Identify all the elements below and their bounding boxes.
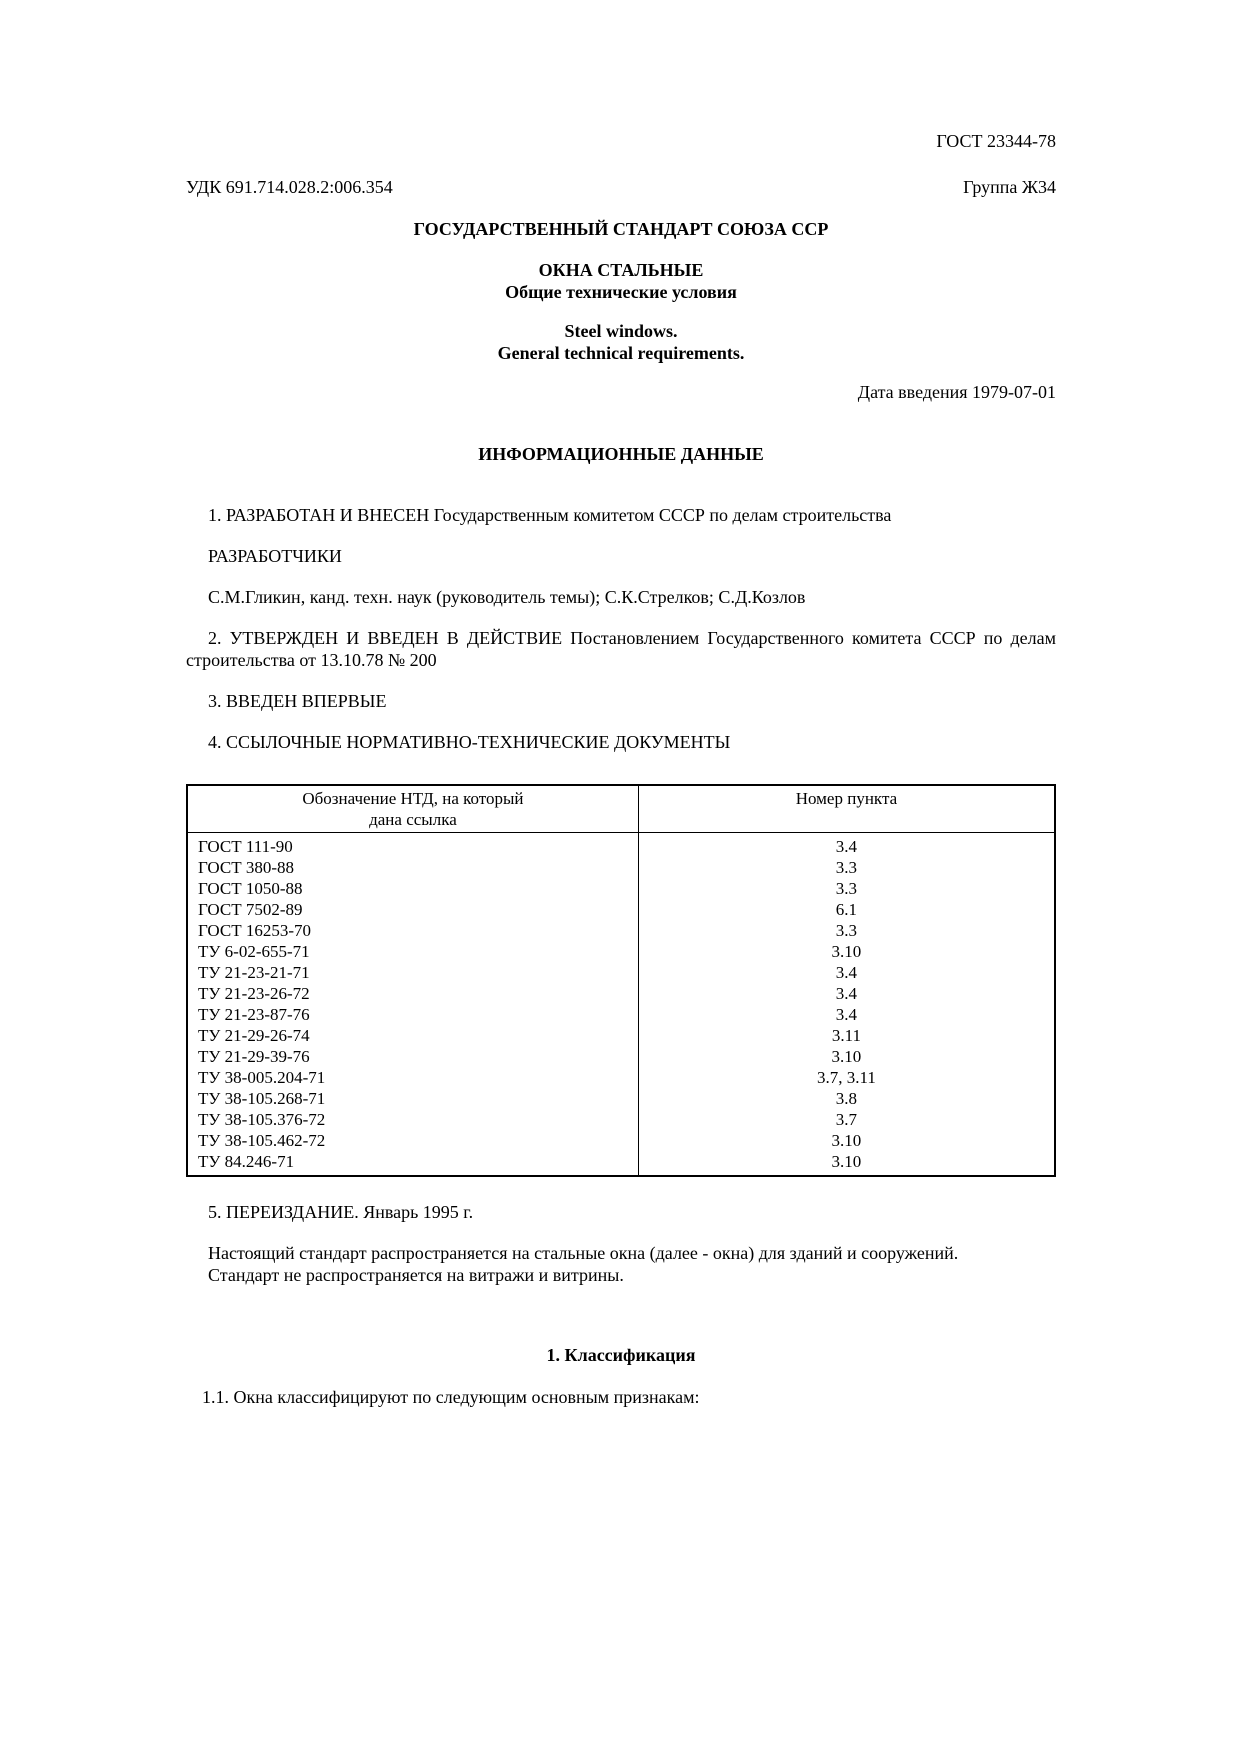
section-1-heading: 1. Классификация [546, 1345, 696, 1365]
punkt-number-cell: 3.4 [835, 984, 858, 1003]
ntd-designation-cell: ТУ 6-02-655-71 [187, 941, 638, 962]
table-row [187, 1130, 1055, 1151]
ntd-designation-cell: ТУ 21-23-87-76 [187, 1004, 638, 1025]
info-data-heading: ИНФОРМАЦИОННЫЕ ДАННЫЕ [478, 444, 764, 464]
punkt-number-cell: 3.7 [835, 1110, 858, 1129]
punkt-number-cell: 3.7, 3.11 [816, 1068, 876, 1087]
info-item-1: 1. РАЗРАБОТАН И ВНЕСЕН Государственным комитетом СССР по делам строительства [208, 505, 892, 525]
standard-title: ГОСУДАРСТВЕННЫЙ СТАНДАРТ СОЮЗА ССР [413, 219, 829, 239]
title-english-line1: Steel windows. [564, 321, 678, 341]
ntd-designation-cell: ТУ 38-105.376-72 [187, 1109, 638, 1130]
info-item-2: 2. УТВЕРЖДЕН И ВВЕДЕН В ДЕЙСТВИЕ Постановлением Государственного комитета СССР по делам строительства от 13.10.78 № 200 [186, 628, 1056, 670]
table-row [187, 1151, 1055, 1176]
punkt-number-cell: 3.10 [831, 942, 862, 961]
reference-documents-table [186, 784, 1056, 1177]
scope-paragraph-2: Стандарт не распространяется на витражи и витрины. [208, 1265, 624, 1285]
title-english [186, 320, 1056, 364]
ntd-designation-cell: ГОСТ 111-90 [187, 833, 638, 858]
punkt-number-cell: 3.3 [835, 921, 858, 940]
table-row [187, 833, 1055, 858]
ntd-designation-cell: ТУ 38-005.204-71 [187, 1067, 638, 1088]
table-row [187, 878, 1055, 899]
ntd-designation-column-header [187, 785, 638, 833]
ntd-designation-cell: ГОСТ 1050-88 [187, 878, 638, 899]
table-row [187, 941, 1055, 962]
table-row [187, 1046, 1055, 1067]
table-row [187, 857, 1055, 878]
ntd-designation-cell: ТУ 21-23-26-72 [187, 983, 638, 1004]
punkt-number-cell: 3.10 [831, 1152, 862, 1171]
info-item-3: 3. ВВЕДЕН ВПЕРВЫЕ [208, 691, 387, 711]
scope-paragraph-1: Настоящий стандарт распространяется на стальные окна (далее - окна) для зданий и сооружений. [208, 1243, 959, 1263]
table-row [187, 920, 1055, 941]
punkt-number-cell: 3.4 [835, 963, 858, 982]
developers-label: РАЗРАБОТЧИКИ [208, 546, 342, 566]
title-english-line2: General technical requirements. [497, 343, 745, 363]
developers-names: С.М.Гликин, канд. техн. наук (руководитель темы); С.К.Стрелков; С.Д.Козлов [208, 587, 806, 607]
punkt-number-cell: 3.8 [835, 1089, 858, 1108]
ntd-designation-cell: ТУ 21-23-21-71 [187, 962, 638, 983]
table-row [187, 1109, 1055, 1130]
title-russian [186, 259, 1056, 303]
table-row [187, 1067, 1055, 1088]
ntd-designation-cell: ГОСТ 7502-89 [187, 899, 638, 920]
punkt-number-cell: 6.1 [835, 900, 858, 919]
doc-number: ГОСТ 23344-78 [936, 131, 1056, 151]
clause-1-1: 1.1. Окна классифицируют по следующим основным признакам: [202, 1387, 700, 1407]
ntd-table-body [187, 833, 1055, 1177]
info-item-5: 5. ПЕРЕИЗДАНИЕ. Январь 1995 г. [208, 1202, 474, 1222]
udk-group-row [186, 176, 1056, 198]
punkt-number-cell: 3.10 [831, 1131, 862, 1150]
ntd-designation-cell: ТУ 21-29-26-74 [187, 1025, 638, 1046]
title-russian-line2: Общие технические условия [505, 282, 737, 302]
punkt-number-cell: 3.4 [835, 1005, 858, 1024]
ntd-designation-cell: ТУ 84.246-71 [187, 1151, 638, 1176]
table-row [187, 983, 1055, 1004]
punkt-number-column-header: Номер пункта [795, 789, 898, 808]
ntd-designation-cell: ГОСТ 380-88 [187, 857, 638, 878]
ntd-designation-cell: ТУ 38-105.268-71 [187, 1088, 638, 1109]
punkt-number-cell: 3.11 [831, 1026, 861, 1045]
effective-date: Дата введения 1979-07-01 [857, 382, 1056, 402]
group-code: Группа Ж34 [963, 177, 1056, 197]
punkt-number-cell: 3.4 [835, 837, 858, 856]
ntd-designation-header-line1: Обозначение НТД, на который [302, 789, 524, 808]
table-header-row [187, 785, 1055, 833]
table-row [187, 1004, 1055, 1025]
table-row [187, 1088, 1055, 1109]
ntd-designation-cell: ГОСТ 16253-70 [187, 920, 638, 941]
ntd-designation-header-line2: дана ссылка [369, 810, 457, 829]
table-row [187, 1025, 1055, 1046]
punkt-number-cell: 3.3 [835, 858, 858, 877]
info-item-4: 4. ССЫЛОЧНЫЕ НОРМАТИВНО-ТЕХНИЧЕСКИЕ ДОКУМЕНТЫ [208, 732, 731, 752]
table-row [187, 962, 1055, 983]
punkt-number-cell: 3.3 [835, 879, 858, 898]
punkt-number-cell: 3.10 [831, 1047, 862, 1066]
title-russian-line1: ОКНА СТАЛЬНЫЕ [538, 260, 704, 280]
ntd-designation-cell: ТУ 38-105.462-72 [187, 1130, 638, 1151]
table-row [187, 899, 1055, 920]
udk-code: УДК 691.714.028.2:006.354 [186, 177, 393, 197]
ntd-designation-cell: ТУ 21-29-39-76 [187, 1046, 638, 1067]
